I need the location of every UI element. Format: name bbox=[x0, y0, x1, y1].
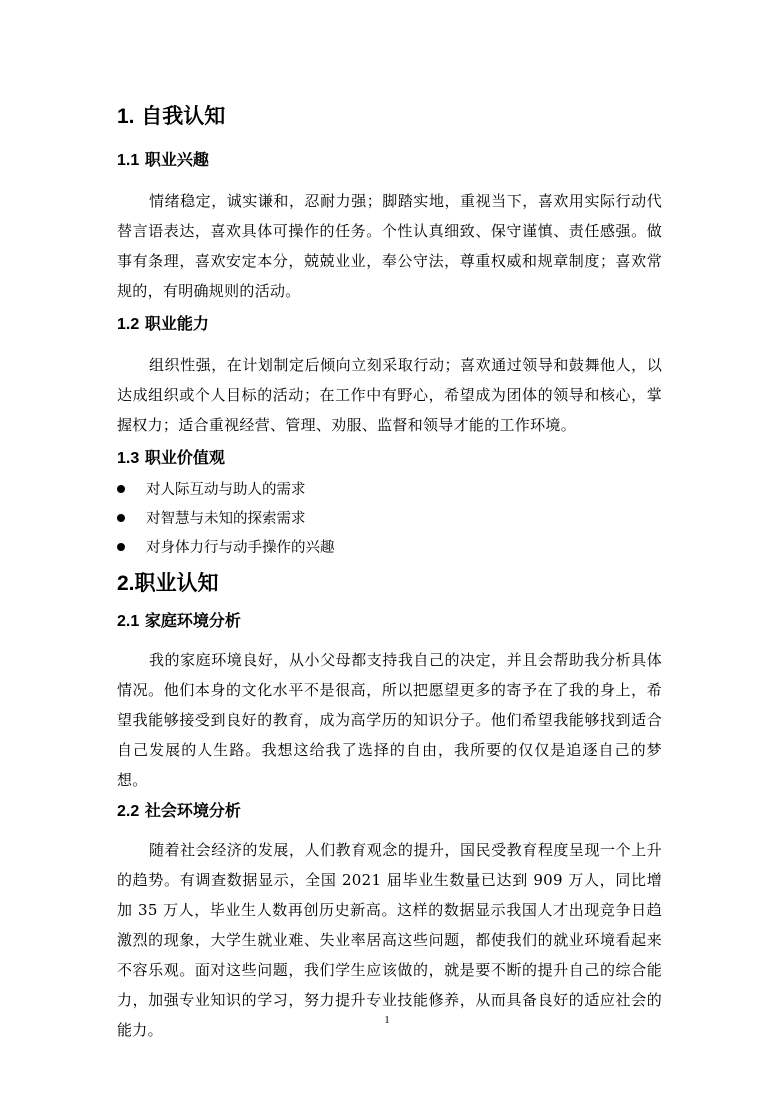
subsection-title: 职业兴趣 bbox=[144, 150, 209, 169]
list-item bbox=[117, 505, 662, 534]
section-heading-1 bbox=[117, 100, 662, 132]
subsection-heading-1-2 bbox=[117, 310, 662, 338]
subsection-heading-1-3 bbox=[117, 444, 662, 472]
page-number: 1 bbox=[384, 1014, 390, 1026]
paragraph-career-interest: 情绪稳定，诚实谦和，忍耐力强；脚踏实地，重视当下，喜欢用实际行动代替言语表达，喜欢具体可操作的任务。个性认真细致、保守谨慎、责任感强。做事有条理，喜欢安定本分，兢兢业业，奉公守法，尊重权威和规章制度；喜欢常规的，有明确规则的活动。 bbox=[117, 192, 662, 300]
bullet-icon bbox=[117, 543, 125, 551]
subsection-title: 职业能力 bbox=[144, 314, 209, 333]
subsection-heading-2-1 bbox=[117, 607, 662, 635]
section-number: 2. bbox=[117, 572, 135, 595]
subsection-number: 1.2 bbox=[117, 316, 140, 333]
list-item-text: 对人际互动与助人的需求 bbox=[146, 482, 306, 498]
subsection-number: 1.1 bbox=[117, 152, 140, 169]
subsection-number: 2.2 bbox=[117, 803, 140, 820]
career-values-list bbox=[117, 476, 662, 563]
section-title: 职业认知 bbox=[134, 570, 219, 595]
bullet-icon bbox=[117, 514, 125, 522]
subsection-number: 1.3 bbox=[117, 450, 140, 467]
list-item bbox=[117, 476, 662, 505]
paragraph-family-environment: 我的家庭环境良好，从小父母都支持我自己的决定，并且会帮助我分析具体情况。他们本身的文化水平不是很高，所以把愿望更多的寄予在了我的身上，希望我能够接受到良好的教育，成为高学历的知识分子。他们希望我能够找到适合自己发展的人生路。我想这给我了选择的自由，我所要的仅仅是追逐自己的梦想。 bbox=[117, 651, 662, 789]
subsection-heading-2-2 bbox=[117, 797, 662, 825]
subsection-title: 社会环境分析 bbox=[144, 801, 241, 820]
section-number: 1. bbox=[117, 105, 135, 128]
section-title: 自我认知 bbox=[141, 103, 226, 128]
subsection-number: 2.1 bbox=[117, 613, 140, 630]
list-item bbox=[117, 534, 662, 563]
subsection-title: 职业价值观 bbox=[144, 448, 225, 467]
subsection-heading-1-1 bbox=[117, 146, 662, 174]
paragraph-career-ability: 组织性强，在计划制定后倾向立刻采取行动；喜欢通过领导和鼓舞他人，以达成组织或个人目标的活动；在工作中有野心，希望成为团体的领导和核心，掌握权力；适合重视经营、管理、劝服、监督和领导才能的工作环境。 bbox=[117, 356, 662, 434]
list-item-text: 对身体力行与动手操作的兴趣 bbox=[146, 540, 335, 556]
document-page bbox=[117, 100, 662, 1045]
section-heading-2 bbox=[117, 567, 662, 599]
bullet-icon bbox=[117, 485, 125, 493]
list-item-text: 对智慧与未知的探索需求 bbox=[146, 511, 306, 527]
subsection-title: 家庭环境分析 bbox=[144, 611, 241, 630]
paragraph-social-environment: 随着社会经济的发展，人们教育观念的提升，国民受教育程度呈现一个上升的趋势。有调查数据显示，全国 2021 届毕业生数量已达到 909 万人，同比增加 35 万人，毕业生人数再创历史新高。这样的数据显示我国人才出现竞争日趋激烈的现象，大学生就业难、失业率居高这些问题，都使我们的就业环境看起来不容乐观。面对这些问题，我们学生应该做的，就是要不断的提升自己的综合能力，加强专业知识的学习，努力提升专业技能修养，从而具备良好的适应社会的能力。 bbox=[117, 841, 662, 1039]
